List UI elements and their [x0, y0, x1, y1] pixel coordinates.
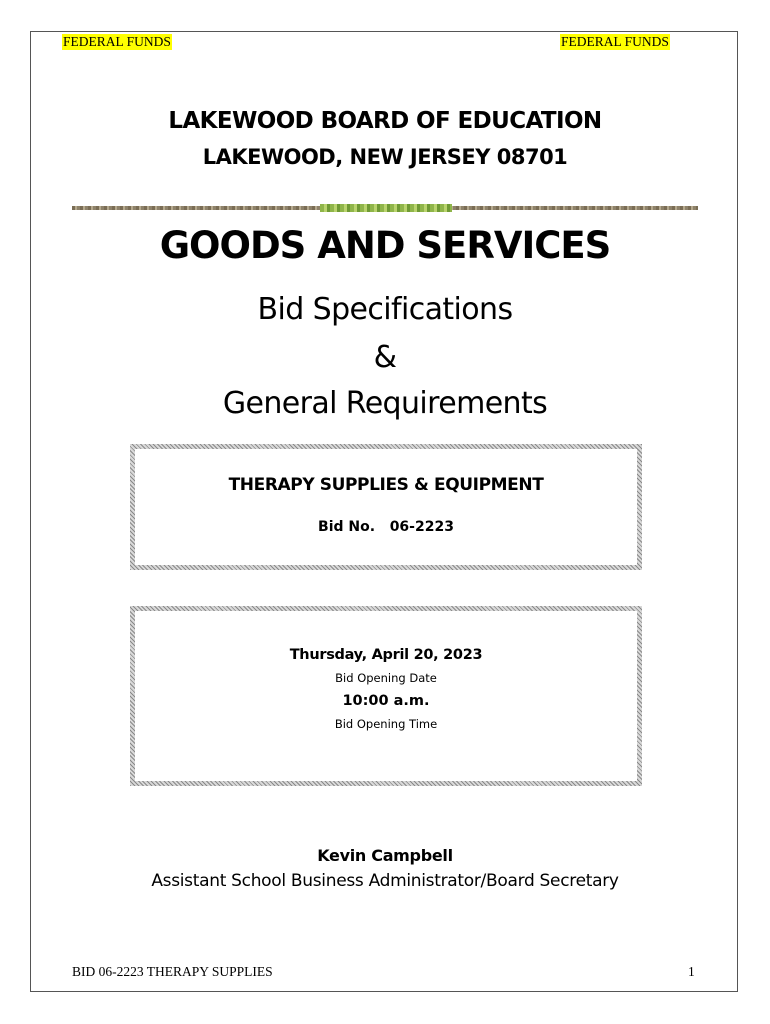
federal-funds-tag-right: FEDERAL FUNDS	[561, 34, 669, 49]
signatory-title: Assistant School Business Administrator/Board Secretary	[151, 871, 619, 891]
bid-opening-box	[130, 606, 642, 786]
bid-opening-date: Thursday, April 20, 2023	[289, 647, 483, 663]
bid-info-box	[130, 444, 642, 570]
page-number: 1	[688, 964, 695, 979]
signatory-name: Kevin Campbell	[317, 846, 453, 865]
federal-funds-tag-left: FEDERAL FUNDS	[63, 34, 171, 49]
bid-item-title: THERAPY SUPPLIES & EQUIPMENT	[228, 475, 544, 495]
bid-opening-date-label: Bid Opening Date	[335, 671, 437, 685]
organization-name: LAKEWOOD BOARD OF EDUCATION	[168, 108, 602, 134]
decorative-divider	[72, 206, 698, 210]
footer-bid-label: BID 06-2223 THERAPY SUPPLIES	[72, 964, 273, 979]
subtitle-line-1: Bid Specifications	[257, 292, 513, 327]
organization-location: LAKEWOOD, NEW JERSEY 08701	[202, 145, 568, 169]
document-title: GOODS AND SERVICES	[159, 224, 611, 267]
bid-opening-time-label: Bid Opening Time	[334, 717, 438, 731]
subtitle-line-2: General Requirements	[222, 386, 548, 421]
bid-opening-time: 10:00 a.m.	[342, 693, 430, 709]
divider-accent	[320, 204, 452, 212]
subtitle-ampersand: &	[373, 340, 397, 375]
bid-number: Bid No. 06-2223	[318, 519, 454, 535]
